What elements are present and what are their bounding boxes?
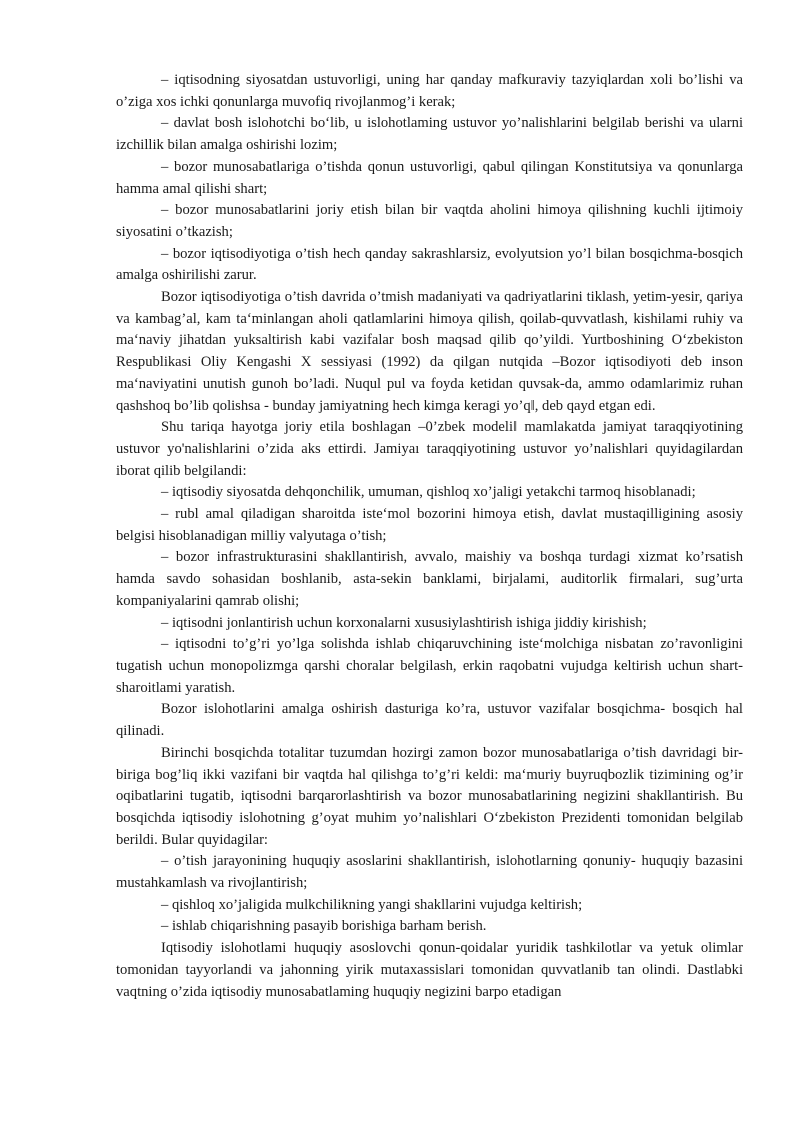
list-item: – qishloq xo’jaligida mulkchilikning yangi shakllarini vujudga keltirish; — [161, 896, 583, 913]
list-item: – bozor munosabatlariga o’tishda qonun ustuvorligi, qabul qilingan Konstitutsiya va qonunlarga hamma amal qilishi shart; — [116, 158, 743, 197]
list-item: – rubl amal qiladigan sharoitda iste‘mol bozorini himoya etish, davlat mustaqilligining asosiy belgisi hisoblanadigan milliy valyutaga o’tish; — [116, 506, 743, 544]
document-page — [116, 70, 743, 1003]
list-item: – iqtisodni to’g’ri yo’lga solishda ishlab chiqaruvchining iste‘molchiga nisbatan zo’ravonligini tugatish uchun monopolizmga qarshi choralar belgilash, erkin raqobatni vujudga keltirish uchun shart-sharoitlami yaratish. — [116, 636, 743, 696]
body-paragraph: Iqtisodiy islohotlami huquqiy asoslovchi qonun-qoidalar yuridik tashkilotlar va yetuk olimlar tomonidan tayyorlandi va jahonning yirik mutaxassislari tomonidan quvvatlanib tan olindi. Dastlabki vaqtning o’zida iqtisodiy munosabatlaming huquqiy negizini barpo etadigan — [116, 940, 743, 1000]
list-item: – bozor infrastrukturasini shakllantirish, avvalo, maishiy va boshqa turdagi xizmat ko’rsatish hamda savdo sohasidan boshlanib, asta-sekin banklami, birjalami, auditorlik firmalari, sug’urta kompaniyalarini qamrab olishi; — [116, 549, 743, 609]
body-paragraph: Bozor islohotlarini amalga oshirish dasturiga ko’ra, ustuvor vazifalar bosqichma- bosqich hal qilinadi. — [116, 701, 743, 740]
list-item: – bozor iqtisodiyotiga o’tish hech qanday sakrashlarsiz, evolyutsion yo’l bilan bosqichma-bosqich amalga oshirilishi zarur. — [116, 245, 743, 284]
list-item: – iqtisodning siyosatdan ustuvorligi, uning har qanday mafkuraviy tazyiqlardan xoli bo’lishi va o’ziga xos ichki qonunlarga muvofiq rivojlanmog’i kerak; — [116, 72, 743, 110]
list-item: – iqtisodni jonlantirish uchun korxonalarni xususiylashtirish ishiga jiddiy kirishish; — [161, 614, 647, 631]
list-item: – ishlab chiqarishning pasayib borishiga barham berish. — [161, 918, 487, 935]
list-item: – bozor munosabatlarini joriy etish bilan bir vaqtda aholini himoya qilishning kuchli ijtimoiy siyosatini o’tkazish; — [116, 202, 743, 240]
body-paragraph: Shu tariqa hayotga joriy etila boshlagan –0’zbek modeli‖ mamlakatda jamiyat taraqqiyotining ustuvor yo'nalishlarini o’zida aks ettirdi. Jamiyaı taraqqiyotining ustuvor yo’nalishlari quyidagilardan iborat qilib belgilandi: — [116, 419, 743, 479]
list-item: – o’tish jarayonining huquqiy asoslarini shakllantirish, islohotlarning qonuniy- huquqiy bazasini mustahkamlash va rivojlantirish; — [116, 853, 743, 892]
list-item: – iqtisodiy siyosatda dehqonchilik, umuman, qishloq xo’jaligi yetakchi tarmoq hisoblanadi; — [161, 484, 696, 501]
body-paragraph: Birinchi bosqichda totalitar tuzumdan hozirgi zamon bozor munosabatlariga o’tish davridagi bir-biriga bog’liq ikki vazifani bir vaqtda hal qilishga to’g’ri keldi: ma‘muriy buyruqbozlik tizimining og’ir oqibatlarini tugatib, iqtisodni barqarorlashtirish va bozor munosabatlarining negizini shakllantirish. Bu bosqichda iqtisodiy islohotning g’oyat muhim yo’nalishlari O‘zbekiston Prezidenti tomonidan belgilab berildi. Bular quyidagilar: — [116, 744, 743, 848]
body-paragraph: Bozor iqtisodiyotiga o’tish davrida o’tmish madaniyati va qadriyatlarini tiklash, yetim-yesir, qariya va kambag’al, kam ta‘minlangan aholi qatlamlarini himoya qilish, qoilab-quvvatlash, kishilami ruhiy va ma‘naviy jihatdan yuksaltirish kabi vazifalar bosh maqsad qilib qo’yildi. Yurtboshining O‘zbekiston Respublikasi Oliy Kengashi X sessiyasi (1992) da qilgan nutqida –Bozor iqtisodiyoti deb inson ma‘naviyatini unutish gunoh bo’ladi. Nuqul pul va foyda ketidan quvsak-da, ammo odamlarimiz ruhan qashshoq bo’lib qolishsa - bunday jamiyatning hech kimga keragi yo’q‖, deb qayd etgan edi. — [116, 289, 743, 414]
list-item: – davlat bosh islohotchi bo‘lib, u islohotlaming ustuvor yo’nalishlarini belgilab berishi va ularni izchillik bilan amalga oshirishi lozim; — [116, 115, 743, 154]
